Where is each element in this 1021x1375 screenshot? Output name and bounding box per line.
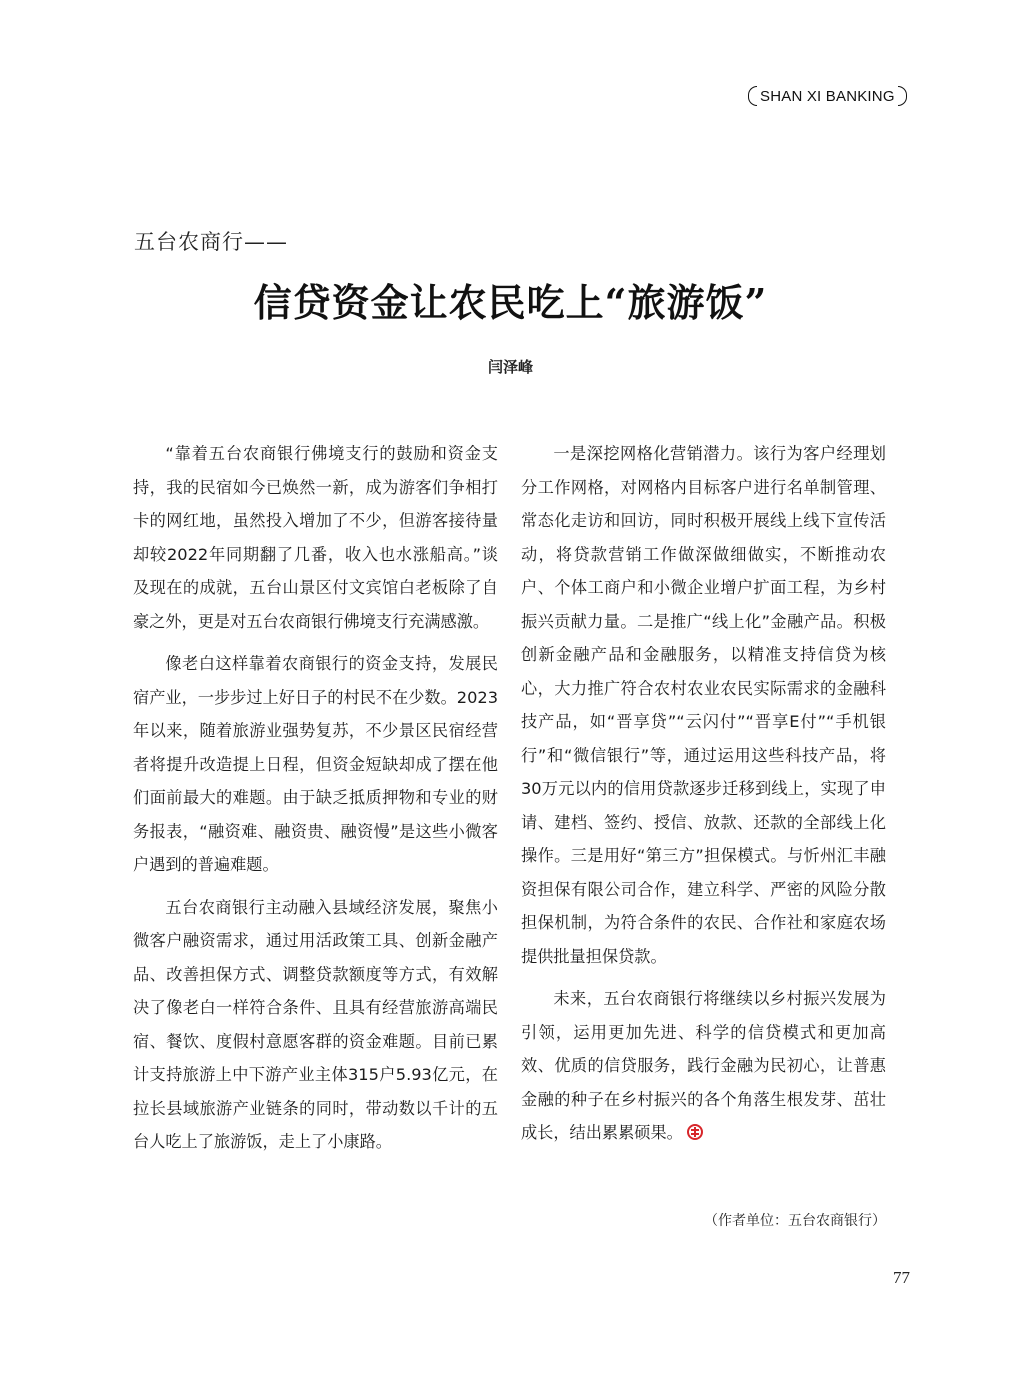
- journal-header-tag: [752, 86, 903, 106]
- right-bracket-shape: [898, 86, 907, 106]
- paragraph-text: 未来，五台农商银行将继续以乡村振兴发展为引领，运用更加先进、科学的信贷模式和更加高效、优质的信贷服务，践行金融为民初心，让普惠金融的种子在乡村振兴的各个角落生根发芽、茁壮成长，结出累累硕果。: [521, 989, 886, 1142]
- paragraph: “靠着五台农商银行佛境支行的鼓励和资金支持，我的民宿如今已焕然一新，成为游客们争相打卡的网红地，虽然投入增加了不少，但游客接待量却较2022年同期翻了几番，收入也水涨船高。”谈及现在的成就，五台山景区付文宾馆白老板除了自豪之外，更是对五台农商银行佛境支行充满感激。: [133, 444, 498, 631]
- paragraph: 五台农商银行主动融入县域经济发展，聚焦小微客户融资需求，通过用活政策工具、创新金融产品、改善担保方式、调整贷款额度等方式，有效解决了像老白一样符合条件、且具有经营旅游高端民宿、餐饮、度假村意愿客群的资金难题。目前已累计支持旅游上中下游产业主体315户5.93亿元，在拉长县域旅游产业链条的同时，带动数以千计的五台人吃上了旅游饭，走上了小康路。: [133, 897, 498, 1151]
- article-title: 信贷资金让农民吃上“旅游饭”: [253, 280, 768, 325]
- article-author: 闫泽峰: [487, 358, 533, 376]
- right-column: [521, 437, 886, 1159]
- paragraph-with-end-mark: [521, 982, 886, 1150]
- author-affiliation: （作者单位：五台农商银行）: [704, 1213, 886, 1229]
- paragraph: 一是深挖网格化营销潜力。该行为客户经理划分工作网格，对网格内目标客户进行名单制管理、常态化走访和回访，同时积极开展线上线下宣传活动，将贷款营销工作做深做细做实，不断推动农户、个体工商户和小微企业增户扩面工程，为乡村振兴贡献力量。二是推广“线上化”金融产品。积极创新金融产品和金融服务，以精准支持信贷为核心，大力推广符合农村农业农民实际需求的金融科技产品，如“晋享贷”“云闪付”“晋享E付”“手机银行”和“微信银行”等，通过运用这些科技产品，将30万元以内的信用贷款逐步迁移到线上，实现了申请、建档、签约、授信、放款、还款的全部线上化操作。三是用好“第三方”担保模式。与忻州汇丰融资担保有限公司合作，建立科学、严密的风险分散担保机制，为符合条件的农民、合作社和家庭农场提供批量担保贷款。: [521, 444, 886, 966]
- page-number: 77: [893, 1268, 910, 1287]
- left-column: [133, 437, 498, 1168]
- paragraph: 像老白这样靠着农商银行的资金支持，发展民宿产业，一步步过上好日子的村民不在少数。2023年以来，随着旅游业强势复苏，不少景区民宿经营者将提升改造提上日程，但资金短缺却成了摆在他们面前最大的难题。由于缺乏抵质押物和专业的财务报表，“融资难、融资贵、融资慢”是这些小微客户遇到的普遍难题。: [133, 654, 498, 874]
- article-kicker: 五台农商行——: [134, 230, 288, 254]
- journal-tag-text: SHAN XI BANKING: [760, 87, 895, 105]
- left-bracket-shape: [748, 86, 757, 106]
- red-seal-icon: [687, 1124, 703, 1140]
